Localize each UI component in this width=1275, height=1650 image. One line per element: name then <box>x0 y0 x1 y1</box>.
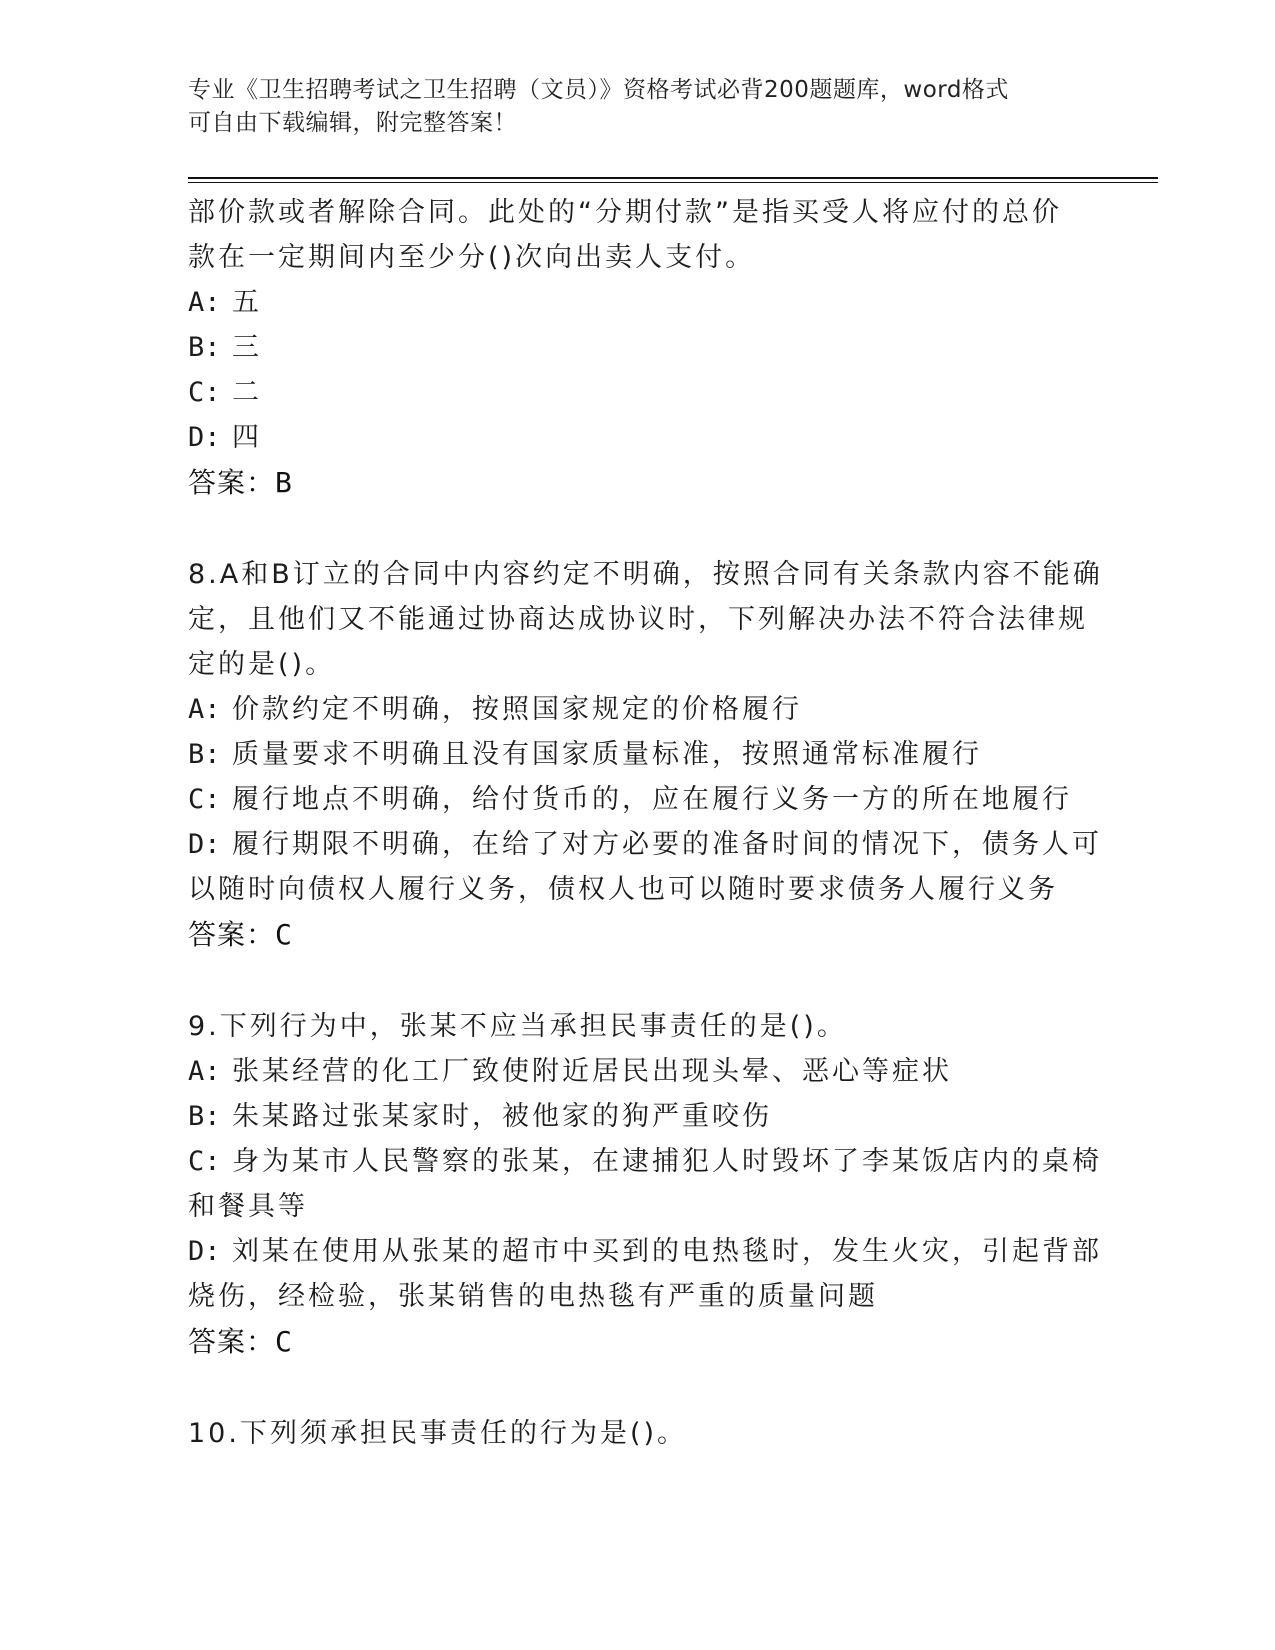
question-8-option-d <box>188 822 1102 867</box>
question-7-option-c <box>188 370 1088 415</box>
option-text: 朱某路过张某家时，被他家的狗严重咬伤 <box>232 1101 772 1132</box>
question-7-option-d <box>188 415 1088 460</box>
option-text: 履行期限不明确，在给了对方必要的准备时间的情况下，债务人可 <box>232 829 1102 860</box>
question-9-option-c <box>188 1139 1102 1184</box>
answer-value: C <box>275 918 293 951</box>
question-8-option-a <box>188 687 1088 732</box>
question-8-stem-line-2: 定，且他们又不能通过协商达成协议时，下列解决办法不符合法律规 <box>188 604 1088 635</box>
option-text: 四 <box>232 422 262 453</box>
question-content <box>188 190 1103 1456</box>
question-7-answer <box>188 460 1088 506</box>
option-text: 张某经营的化工厂致使附近居民出现头晕、恶心等症状 <box>232 1056 952 1087</box>
question-7-option-b <box>188 325 1088 370</box>
question-7-stem-line-1: 部价款或者解除合同。此处的“分期付款”是指买受人将应付的总价 <box>188 197 1062 228</box>
option-label: A: <box>188 287 221 318</box>
question-9-stem-line-1: 9.下列行为中，张某不应当承担民事责任的是()。 <box>188 1011 847 1042</box>
option-text: 身为某市人民警察的张某，在逮捕犯人时毁坏了李某饭店内的桌椅 <box>232 1146 1102 1177</box>
option-text: 质量要求不明确且没有国家质量标准，按照通常标准履行 <box>232 739 982 770</box>
option-label: A: <box>188 1056 221 1087</box>
option-label: D: <box>188 422 221 453</box>
option-label: B: <box>188 739 221 770</box>
answer-label: 答案： <box>188 466 276 499</box>
question-7 <box>188 190 1088 506</box>
question-10-stem-line-1: 10.下列须承担民事责任的行为是()。 <box>188 1418 688 1449</box>
option-text: 价款约定不明确，按照国家规定的价格履行 <box>232 694 802 725</box>
header-divider-thick <box>188 177 1158 179</box>
option-label: D: <box>188 829 221 860</box>
option-text: 二 <box>232 377 262 408</box>
option-text: 三 <box>232 332 262 363</box>
question-10 <box>188 1411 1088 1456</box>
question-8-option-b <box>188 732 1088 777</box>
question-8 <box>188 552 1103 958</box>
question-9-option-d <box>188 1229 1102 1274</box>
question-9-option-b <box>188 1094 1088 1139</box>
answer-label: 答案： <box>188 918 276 951</box>
question-9-option-a <box>188 1049 1088 1094</box>
question-8-stem-line-3: 定的是()。 <box>188 649 336 680</box>
option-label: A: <box>188 694 221 725</box>
spacer <box>188 506 1088 552</box>
question-8-answer <box>188 912 1088 958</box>
spacer <box>188 958 1088 1004</box>
question-9-option-d-continued: 烧伤，经检验，张某销售的电热毯有严重的质量问题 <box>188 1281 878 1312</box>
question-7-option-a <box>188 280 1088 325</box>
option-label: B: <box>188 332 221 363</box>
question-8-option-d-continued: 以随时向债权人履行义务，债权人也可以随时要求债务人履行义务 <box>188 874 1058 905</box>
question-7-stem-line-2: 款在一定期间内至少分()次向出卖人支付。 <box>188 242 756 273</box>
question-9-option-c-continued: 和餐具等 <box>188 1191 308 1222</box>
option-label: C: <box>188 784 221 815</box>
option-label: B: <box>188 1101 221 1132</box>
question-8-stem-line-1: 8.A和B订立的合同中内容约定不明确，按照合同有关条款内容不能确 <box>188 559 1103 590</box>
answer-value: C <box>275 1325 293 1358</box>
option-label: C: <box>188 1146 221 1177</box>
header-divider-thin <box>188 182 1158 183</box>
header-title-line-2: 可自由下载编辑，附完整答案！ <box>188 110 517 136</box>
question-8-option-c <box>188 777 1088 822</box>
header-title-line-1: 专业《卫生招聘考试之卫生招聘（文员）》资格考试必背200题题库，word格式 <box>188 77 1009 103</box>
question-9 <box>188 1004 1102 1365</box>
option-label: C: <box>188 377 221 408</box>
option-text: 刘某在使用从张某的超市中买到的电热毯时，发生火灾，引起背部 <box>232 1236 1102 1267</box>
option-text: 五 <box>232 287 262 318</box>
option-label: D: <box>188 1236 221 1267</box>
spacer <box>188 1365 1088 1411</box>
answer-label: 答案： <box>188 1325 276 1358</box>
document-header <box>188 74 1088 140</box>
option-text: 履行地点不明确，给付货币的，应在履行义务一方的所在地履行 <box>232 784 1072 815</box>
question-9-answer <box>188 1319 1088 1365</box>
answer-value: B <box>275 466 293 499</box>
